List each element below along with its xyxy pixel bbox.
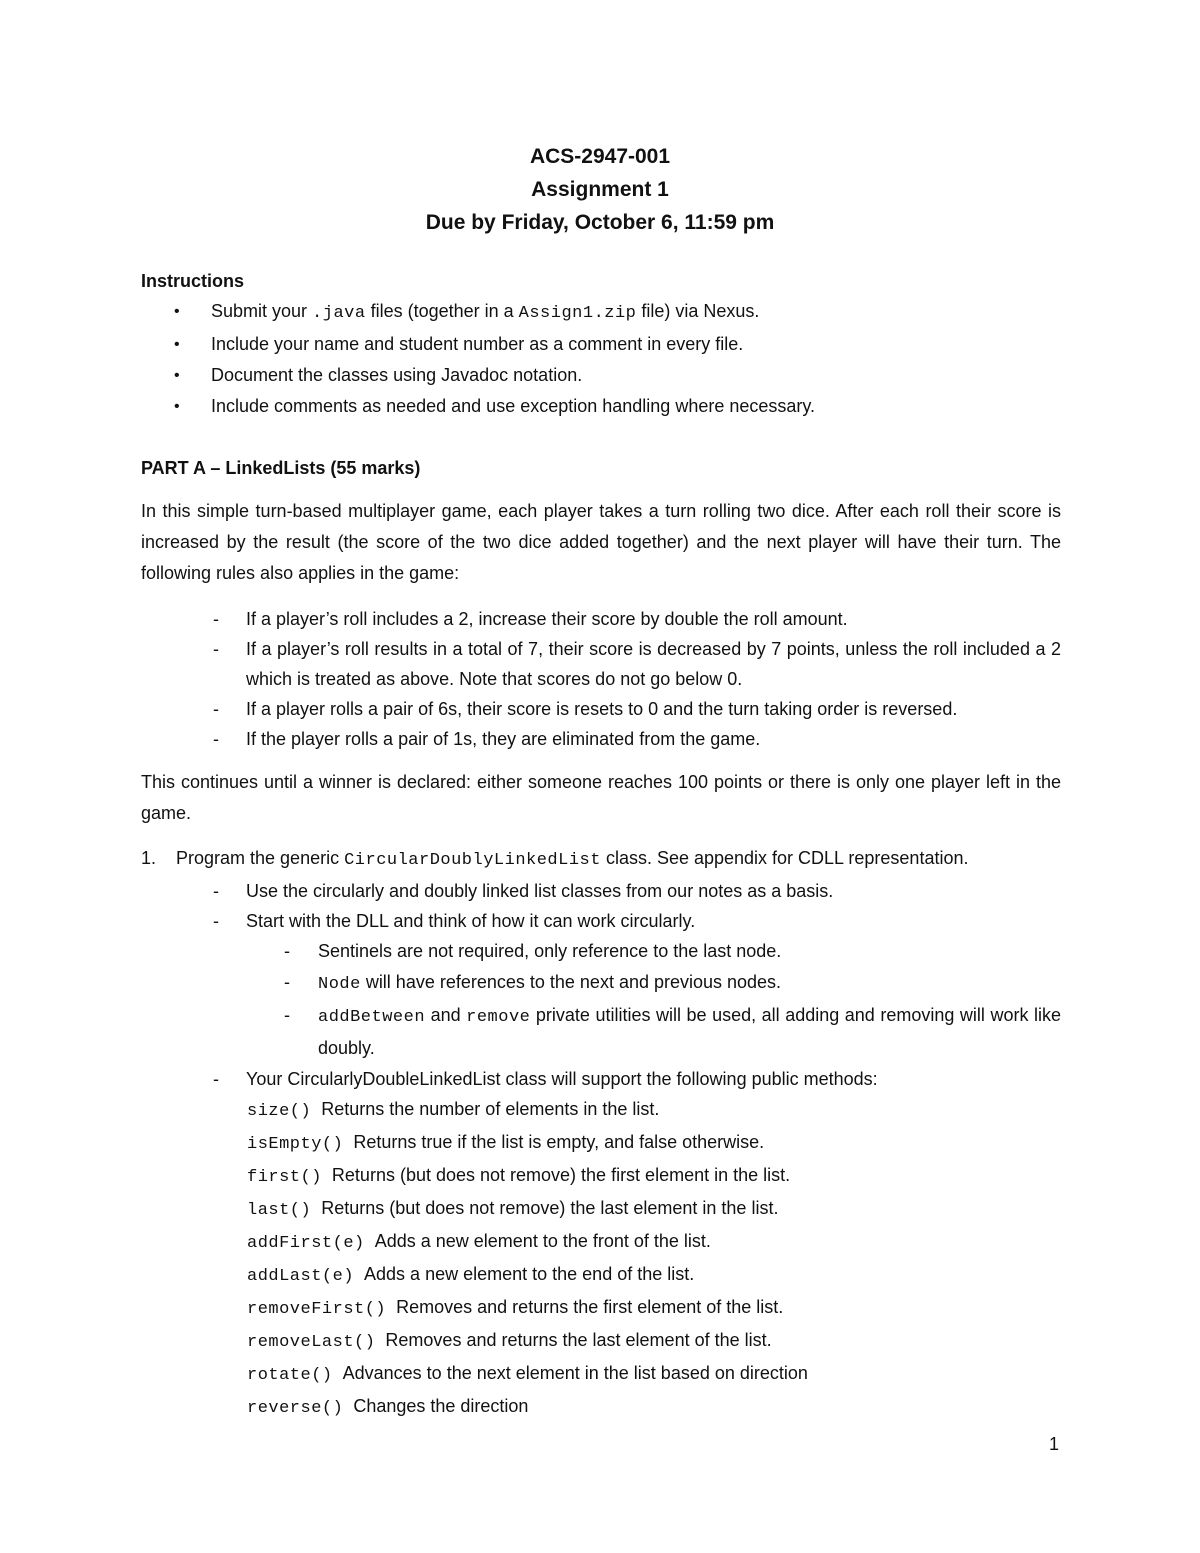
instruction-item-name: • Include your name and student number as a comment in every file. xyxy=(141,329,1061,360)
task-sub-sub-item: - Sentinels are not required, only reference to the last node. xyxy=(284,941,782,961)
method-item: isEmpty() Returns true if the list is empty, and false otherwise. xyxy=(247,1132,765,1154)
methods-list xyxy=(141,1094,1061,1424)
method-item: addFirst(e) Adds a new element to the front of the list. xyxy=(247,1231,711,1253)
part-a-heading: PART A – LinkedLists (55 marks) xyxy=(141,458,421,478)
method-item: rotate() Advances to the next element in the list based on direction xyxy=(247,1363,808,1385)
task-sub-item: - Your CircularlyDoubleLinkedList class will support the following public methods: xyxy=(213,1069,878,1089)
task-1: 1. Program the generic CircularDoublyLinkedList class. See appendix for CDLL representation. xyxy=(141,843,1061,876)
method-item: removeFirst() Removes and returns the first element of the list. xyxy=(247,1297,784,1319)
instruction-item-submit: • Submit your .java files (together in a Assign1.zip file) via Nexus. xyxy=(141,296,1061,329)
course-code: ACS-2947-001 xyxy=(529,145,671,168)
remove-method: remove xyxy=(466,1008,531,1027)
instructions-heading: Instructions xyxy=(141,271,245,291)
rule-item: - If a player’s roll results in a total of 7, their score is decreased by 7 points, unless the roll included a 2 which is treated as above. Note that scores do not go below 0. xyxy=(213,639,1061,689)
task-sub-item: - Start with the DLL and think of how it can work circularly. xyxy=(213,911,696,931)
bullet-icon: • xyxy=(174,367,180,384)
bullet-icon: • xyxy=(174,303,180,320)
zip-filename: Assign1.zip xyxy=(518,304,637,323)
node-class: Node xyxy=(318,975,361,994)
instruction-item-javadoc: • Document the classes using Javadoc notation. xyxy=(141,360,1061,391)
page-number: 1 xyxy=(1048,1434,1059,1454)
method-item: last() Returns (but does not remove) the last element in the list. xyxy=(247,1198,779,1220)
bullet-icon: • xyxy=(174,336,180,353)
add-between-method: addBetween xyxy=(318,1008,426,1027)
rule-item: - If a player rolls a pair of 6s, their score is resets to 0 and the turn taking order is reversed. xyxy=(213,699,958,719)
rule-item: - If a player’s roll includes a 2, increase their score by double the roll amount. xyxy=(213,609,848,629)
bullet-icon: • xyxy=(174,398,180,415)
title-block xyxy=(0,140,1200,239)
class-name: CircularDoublyLinkedList xyxy=(344,851,601,870)
assignment-title: Assignment 1 xyxy=(531,178,669,201)
java-ext: .java xyxy=(312,304,366,323)
part-a-closing: This continues until a winner is declared: either someone reaches 100 points or there is only one player left in the game. xyxy=(141,772,1061,823)
task-sub-sub-item: - addBetween and remove private utilities will be used, all adding and removing will work like doubly. xyxy=(284,1005,1061,1058)
rules-list xyxy=(141,604,1061,754)
method-item: size() Returns the number of elements in the list. xyxy=(247,1099,660,1121)
method-item: reverse() Changes the direction xyxy=(247,1396,529,1418)
instructions-list xyxy=(141,296,1061,422)
method-item: addLast(e) Adds a new element to the end of the list. xyxy=(247,1264,695,1286)
rule-item: - If the player rolls a pair of 1s, they are eliminated from the game. xyxy=(213,729,761,749)
part-a-intro: In this simple turn-based multiplayer game, each player takes a turn rolling two dice. After each roll their score is increased by the result (the score of the two dice added together) and the next player will have their turn. The following rules also applies in the game: xyxy=(141,501,1061,583)
method-item: first() Returns (but does not remove) the first element in the list. xyxy=(247,1165,791,1187)
method-item: removeLast() Removes and returns the last element of the list. xyxy=(247,1330,772,1352)
task-sub-item: - Use the circularly and doubly linked list classes from our notes as a basis. xyxy=(213,881,834,901)
document-body xyxy=(141,266,1061,1424)
task-number: 1. xyxy=(141,848,157,868)
instruction-item-comments: • Include comments as needed and use exception handling where necessary. xyxy=(141,391,1061,422)
due-date: Due by Friday, October 6, 11:59 pm xyxy=(425,211,775,234)
task-sub-sub-item: - Node will have references to the next and previous nodes. xyxy=(284,972,782,994)
